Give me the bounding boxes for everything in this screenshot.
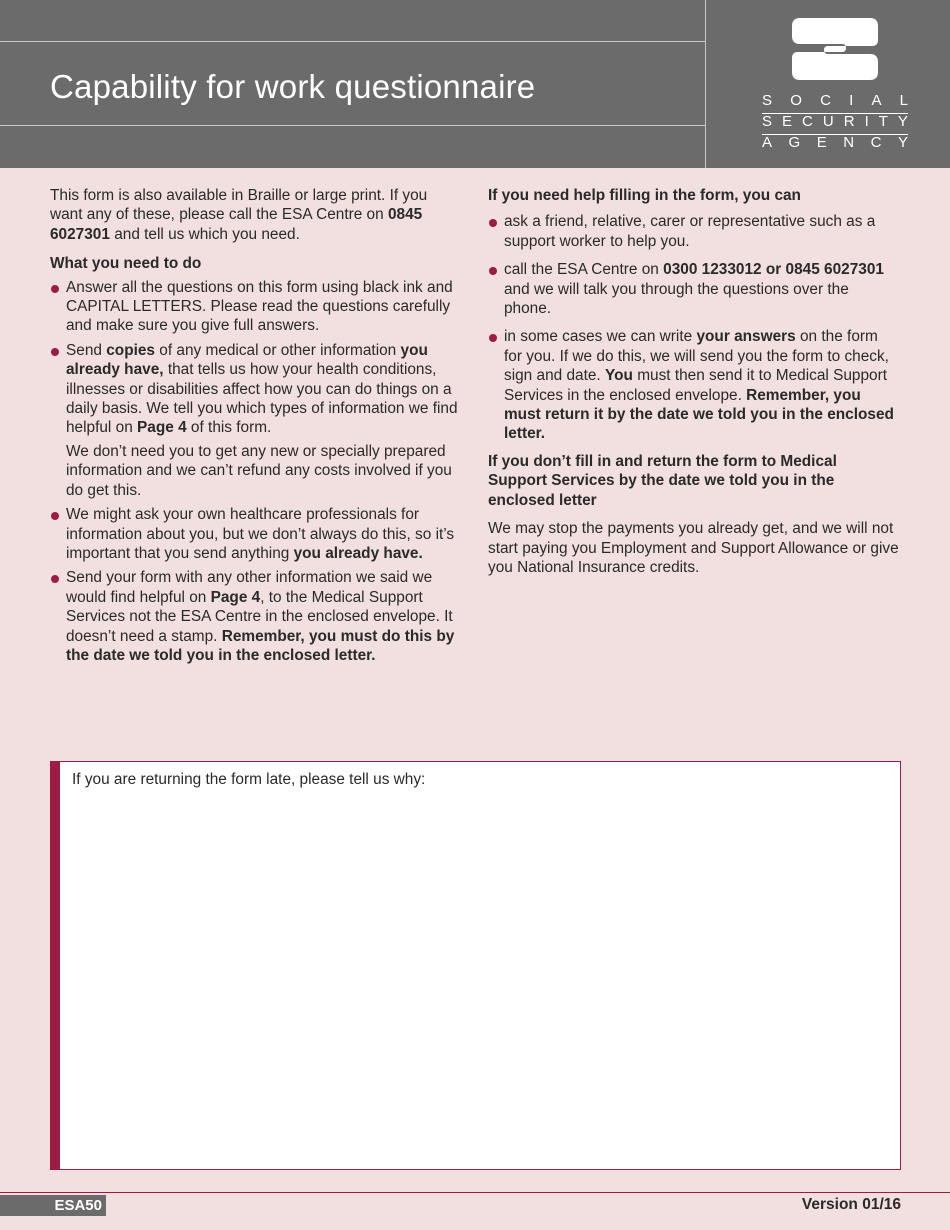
logo-letter: C: [802, 113, 813, 130]
logo-letter: Y: [897, 134, 908, 151]
logo-letter: E: [816, 134, 827, 151]
footer-rule: [0, 1192, 950, 1193]
list-item: in some cases we can write your answers on the form for you. If we do this, we will send you the form to check, sign and date. You must then send it to Medical Support Services in the enclosed envelope. Remember, you must return it by the date we told you in the enclosed letter.: [488, 327, 900, 443]
form-code-badge: ESA50: [0, 1195, 106, 1216]
version-label: Version 01/16: [801, 1196, 901, 1213]
late-reason-field[interactable]: [50, 761, 901, 1170]
what-you-need-heading: What you need to do: [50, 255, 202, 273]
list-item-note: We don’t need you to get any new or specially prepared information and we can’t refund any costs involved if you do get this.: [66, 442, 452, 499]
ssa-logo-icon: [792, 18, 878, 80]
list-item: Answer all the questions on this form using black ink and CAPITAL LETTERS. Please read the questions carefully and make sure you give full answers.: [50, 278, 462, 336]
logo-letter: C: [870, 134, 882, 151]
list-item: ask a friend, relative, carer or representative such as a support worker to help you.: [488, 212, 900, 251]
list-item: Send copies of any medical or other information you already have, that tells us how your health conditions, illnesses or disabilities affect how you can do things on a daily basis. We tell you which types of information we find helpful on Page 4 of this form.: [50, 341, 462, 438]
logo-letter: I: [849, 92, 854, 109]
logo-letter: G: [788, 134, 801, 151]
logo-letter: A: [871, 92, 882, 109]
header-divider: [705, 0, 706, 168]
consequence-paragraph: We may stop the payments you already get, and we will not start paying you Employment and Support Allowance or give you National Insurance credits.: [488, 520, 899, 576]
instructions-list-continued: [50, 505, 462, 665]
list-item: call the ESA Centre on 0300 1233012 or 0845 6027301 and we will talk you through the questions over the phone.: [488, 260, 900, 318]
late-reason-label: If you are returning the form late, please tell us why:: [72, 771, 426, 788]
logo-letter: R: [843, 113, 855, 130]
right-column: [488, 186, 900, 577]
logo-line-agency: [762, 131, 908, 155]
list-item: We might ask your own healthcare professionals for information about you, but we don’t always do this, so it’s important that you send anything you already have.: [50, 505, 462, 563]
logo-letter: C: [820, 92, 831, 109]
logo-letter: A: [762, 134, 773, 151]
intro-paragraph: This form is also available in Braille or large print. If you want any of these, please call the ESA Centre on 0845 6027301 and tell us which you need.: [50, 187, 428, 243]
header-rule-bottom: [0, 125, 705, 126]
list-item: Send your form with any other information we said we would find helpful on Page 4, to the Medical Support Services not the ESA Centre in the enclosed envelope. It doesn’t need a stamp. Remember, you must do this by the date we told you in the enclosed letter.: [50, 568, 462, 665]
logo-letter: T: [878, 113, 888, 130]
help-heading: If you need help filling in the form, you can: [488, 187, 801, 204]
page-title: Capability for work questionnaire: [50, 68, 536, 105]
logo-letter: I: [864, 113, 869, 130]
logo-letter: E: [782, 113, 793, 130]
header-rule-top: [0, 41, 705, 42]
consequence-heading: If you don’t fill in and return the form to Medical Support Services by the date we told you in the enclosed letter: [488, 452, 837, 509]
logo-letter: L: [899, 92, 908, 109]
logo-letter: N: [843, 134, 855, 151]
logo-letter: Y: [897, 113, 908, 130]
logo-letter: S: [762, 113, 773, 130]
left-column: [50, 186, 462, 670]
instructions-list: [50, 278, 462, 438]
help-list: [488, 212, 900, 443]
logo-letter: U: [822, 113, 834, 130]
logo-letter: S: [762, 92, 773, 109]
page-header: [0, 0, 950, 168]
logo-letter: O: [790, 92, 802, 109]
